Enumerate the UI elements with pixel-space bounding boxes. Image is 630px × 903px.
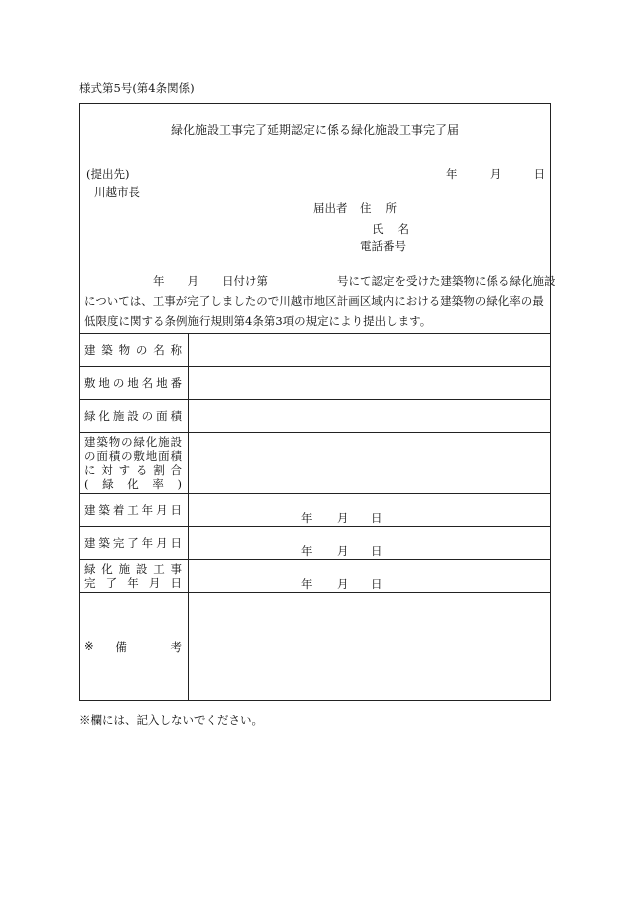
date-day: 日	[533, 167, 546, 181]
date-year: 年	[446, 167, 458, 181]
green-ratio-field[interactable]	[189, 433, 551, 494]
site-address-label: 敷地の地名地番	[80, 367, 189, 400]
body-line-2: については、工事が完了しましたので川越市地区計画区域内における建築物の緑化率の最	[84, 294, 544, 308]
body-text	[84, 271, 556, 331]
construction-start-field[interactable]: 年 月 日	[189, 494, 551, 527]
green-completion-field[interactable]: 年 月 日	[189, 560, 551, 593]
green-area-label: 緑化施設の面積	[80, 400, 189, 433]
details-table	[79, 333, 551, 701]
table-row	[80, 433, 551, 494]
mayor-label: 川越市長	[94, 185, 140, 199]
table-row	[80, 494, 551, 527]
applicant-phone-label: 電話番号	[360, 239, 406, 253]
table-row	[80, 593, 551, 701]
building-name-field[interactable]	[189, 334, 551, 367]
form-title: 緑化施設工事完了延期認定に係る緑化施設工事完了届	[170, 123, 459, 137]
form-frame	[79, 103, 556, 701]
body-line-1: 年 月 日付け第 号にて認定を受けた建築物に係る緑化施設	[84, 274, 556, 288]
submission-date	[446, 166, 545, 182]
applicant-name-label: 氏名	[372, 222, 423, 236]
construction-end-field[interactable]: 年 月 日	[189, 527, 551, 560]
date-month: 月	[489, 167, 502, 181]
remarks-field	[189, 593, 551, 701]
green-ratio-label: 建築物の緑化施設 の面積の敷地面積 に対する割合 (緑化率)	[80, 433, 189, 494]
body-line-3: 低限度に関する条例施行規則第4条第3項の規定により提出します。	[84, 314, 432, 328]
applicant-address-label: 住所	[360, 201, 411, 215]
form-code: 様式第5号(第4条関係)	[79, 81, 195, 95]
table-row	[80, 560, 551, 593]
building-name-label: 建築物の名称	[80, 334, 189, 367]
site-address-field[interactable]	[189, 367, 551, 400]
applicant-prefix: 届出者	[313, 201, 348, 215]
addressee-label: (提出先)	[86, 167, 130, 181]
green-completion-label: 緑化施設工事 完了年月日	[80, 560, 189, 593]
table-row	[80, 400, 551, 433]
table-row	[80, 367, 551, 400]
green-area-field[interactable]	[189, 400, 551, 433]
construction-start-label: 建築着工年月日	[80, 494, 189, 527]
footnote: ※欄には、記入しないでください。	[79, 713, 263, 727]
construction-end-label: 建築完了年月日	[80, 527, 189, 560]
table-row	[80, 334, 551, 367]
remarks-label: ※ 備 考	[80, 593, 189, 701]
table-row	[80, 527, 551, 560]
